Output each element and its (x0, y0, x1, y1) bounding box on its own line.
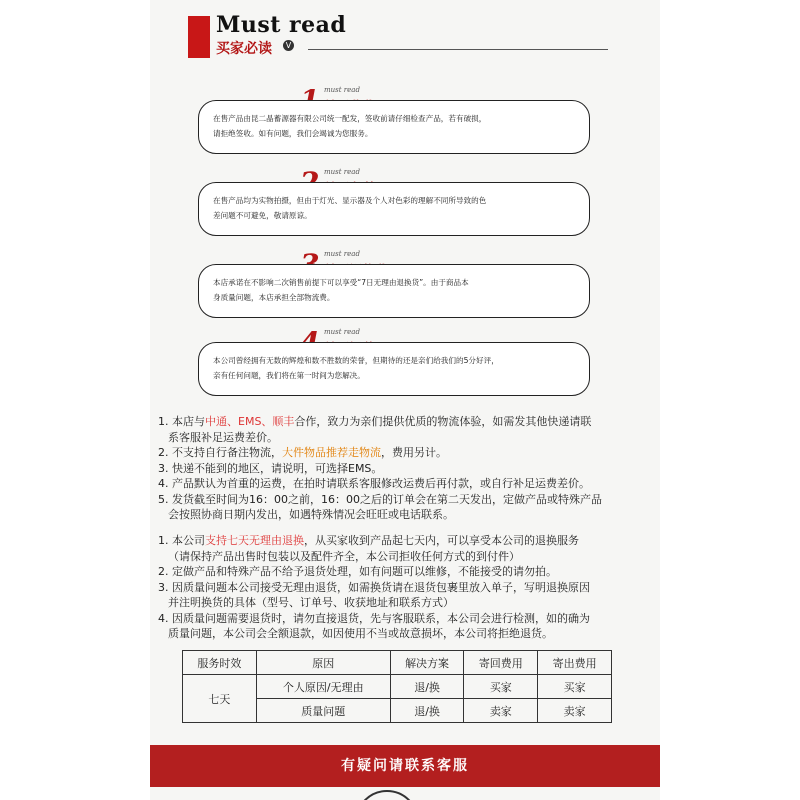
shipping-notes (158, 414, 602, 523)
note-text: ，费用另计。 (381, 446, 447, 459)
table-header: 服务时效 (183, 651, 257, 675)
table-header: 解决方案 (390, 651, 464, 675)
header-divider (308, 49, 608, 50)
return-notes (158, 533, 590, 642)
table-header: 寄出费用 (538, 651, 612, 675)
return-note-3: 3. 因质量问题本公司接受无理由退货，如需换货请在退货包裹里放入单子，写明退换原因 (158, 580, 590, 594)
section-text (213, 275, 573, 305)
text-line: 在售产品均为实物拍摄，但由于灯光、显示器及个人对色彩的理解不同所导致的色 (213, 196, 487, 205)
table-cell: 退/换 (390, 675, 464, 699)
return-note-3-cont: 并注明换货的具体（型号、订单号、收获地址和联系方式） (168, 596, 454, 609)
must-read-page (150, 0, 660, 800)
table-cell: 买家 (464, 675, 538, 699)
text-line: 本公司曾经拥有无数的辉煌和数不胜数的荣誉，但期待的还是亲们给我们的5分好评， (213, 356, 499, 365)
return-note-1 (158, 533, 590, 549)
contact-banner: 有疑问请联系客服 (150, 745, 660, 787)
section-3-box (198, 264, 590, 318)
table-cell: 卖家 (464, 699, 538, 723)
header-title: Must read (216, 12, 347, 38)
note-4: 4. 产品默认为首重的运费，在拍时请联系客服修改运费后再付款，或自行补足运费差价。 (158, 477, 590, 490)
table-cell: 质量问题 (256, 699, 390, 723)
must-read-label: must read (324, 328, 360, 336)
section-4-box (198, 342, 590, 396)
note-text: 合作，致力为亲们提供优质的物流体验，如需发其他快递请联 (294, 415, 592, 428)
chevron-badge-icon: V (283, 40, 294, 51)
must-read-label: must read (324, 86, 360, 94)
text-line: 差问题不可避免，敬请原谅。 (213, 211, 312, 220)
note-highlight: 中通、EMS、顺丰 (205, 415, 295, 428)
note-text: 1. 本店与 (158, 415, 205, 428)
note-text: ，从买家收到产品起七天内，可以享受本公司的退换服务 (304, 534, 579, 547)
text-line: 请拒绝签收。如有问题，我们会竭诚为您服务。 (213, 129, 373, 138)
circle-decoration-icon (355, 790, 419, 800)
section-text (213, 193, 573, 223)
header-subtitle: 买家必读 (216, 41, 272, 57)
service-table (182, 650, 612, 723)
section-text (213, 111, 573, 141)
table-cell: 卖家 (538, 699, 612, 723)
text-line: 在售产品由昆二晶蓄源器有限公司统一配发，签收前请仔细检查产品，若有破损， (213, 114, 487, 123)
table-cell-period: 七天 (183, 675, 257, 723)
table-row (183, 675, 612, 699)
note-1 (158, 414, 602, 430)
table-cell: 退/换 (390, 699, 464, 723)
note-2 (158, 445, 602, 461)
note-text: 1. 本公司 (158, 534, 205, 547)
note-highlight: 大件物品推荐走物流 (282, 446, 381, 459)
table-cell: 个人原因/无理由 (256, 675, 390, 699)
section-2-box (198, 182, 590, 236)
text-line: 亲有任何问题，我们将在第一时间为您解决。 (213, 371, 365, 380)
text-line: 本店承诺在不影响二次销售前提下可以享受“7日无理由退换货”。由于商品本 (213, 278, 469, 287)
must-read-label: must read (324, 250, 360, 258)
return-note-4: 4. 因质量问题需要退货时，请勿直接退货，先与客服联系，本公司会进行检测，如的确为 (158, 611, 590, 625)
note-text: 2. 不支持自行备注物流， (158, 446, 282, 459)
note-5-cont: 会按照协商日期内发出，如遇特殊情况会旺旺或电话联系。 (168, 508, 454, 521)
return-note-2: 2. 定做产品和特殊产品不给予退货处理，如有问题可以维修，不能接受的请勿拍。 (158, 565, 557, 578)
note-3: 3. 快递不能到的地区，请说明，可选择EMS。 (158, 461, 383, 475)
note-5: 5. 发货截至时间为16：00之前，16：00之后的订单会在第二天发出，定做产品或特殊产品 (158, 492, 602, 506)
note-highlight: 支持七天无理由退换 (205, 534, 304, 547)
note-1-cont: 系客服补足运费差价。 (168, 430, 278, 444)
section-1-box (198, 100, 590, 154)
table-header: 寄回费用 (464, 651, 538, 675)
header (188, 12, 608, 60)
table-cell: 买家 (538, 675, 612, 699)
section-text (213, 353, 573, 383)
header-red-block (188, 16, 210, 58)
return-note-4-cont: 质量问题，本公司会全额退款，如因使用不当或故意损坏，本公司将拒绝退货。 (168, 627, 553, 640)
return-note-1-cont: （请保持产品出售时包装以及配件齐全，本公司拒收任何方式的到付件） (168, 549, 520, 563)
text-line: 身质量问题，本店承担全部物流费。 (213, 293, 335, 302)
table-header: 原因 (256, 651, 390, 675)
must-read-label: must read (324, 168, 360, 176)
table-header-row (183, 651, 612, 675)
